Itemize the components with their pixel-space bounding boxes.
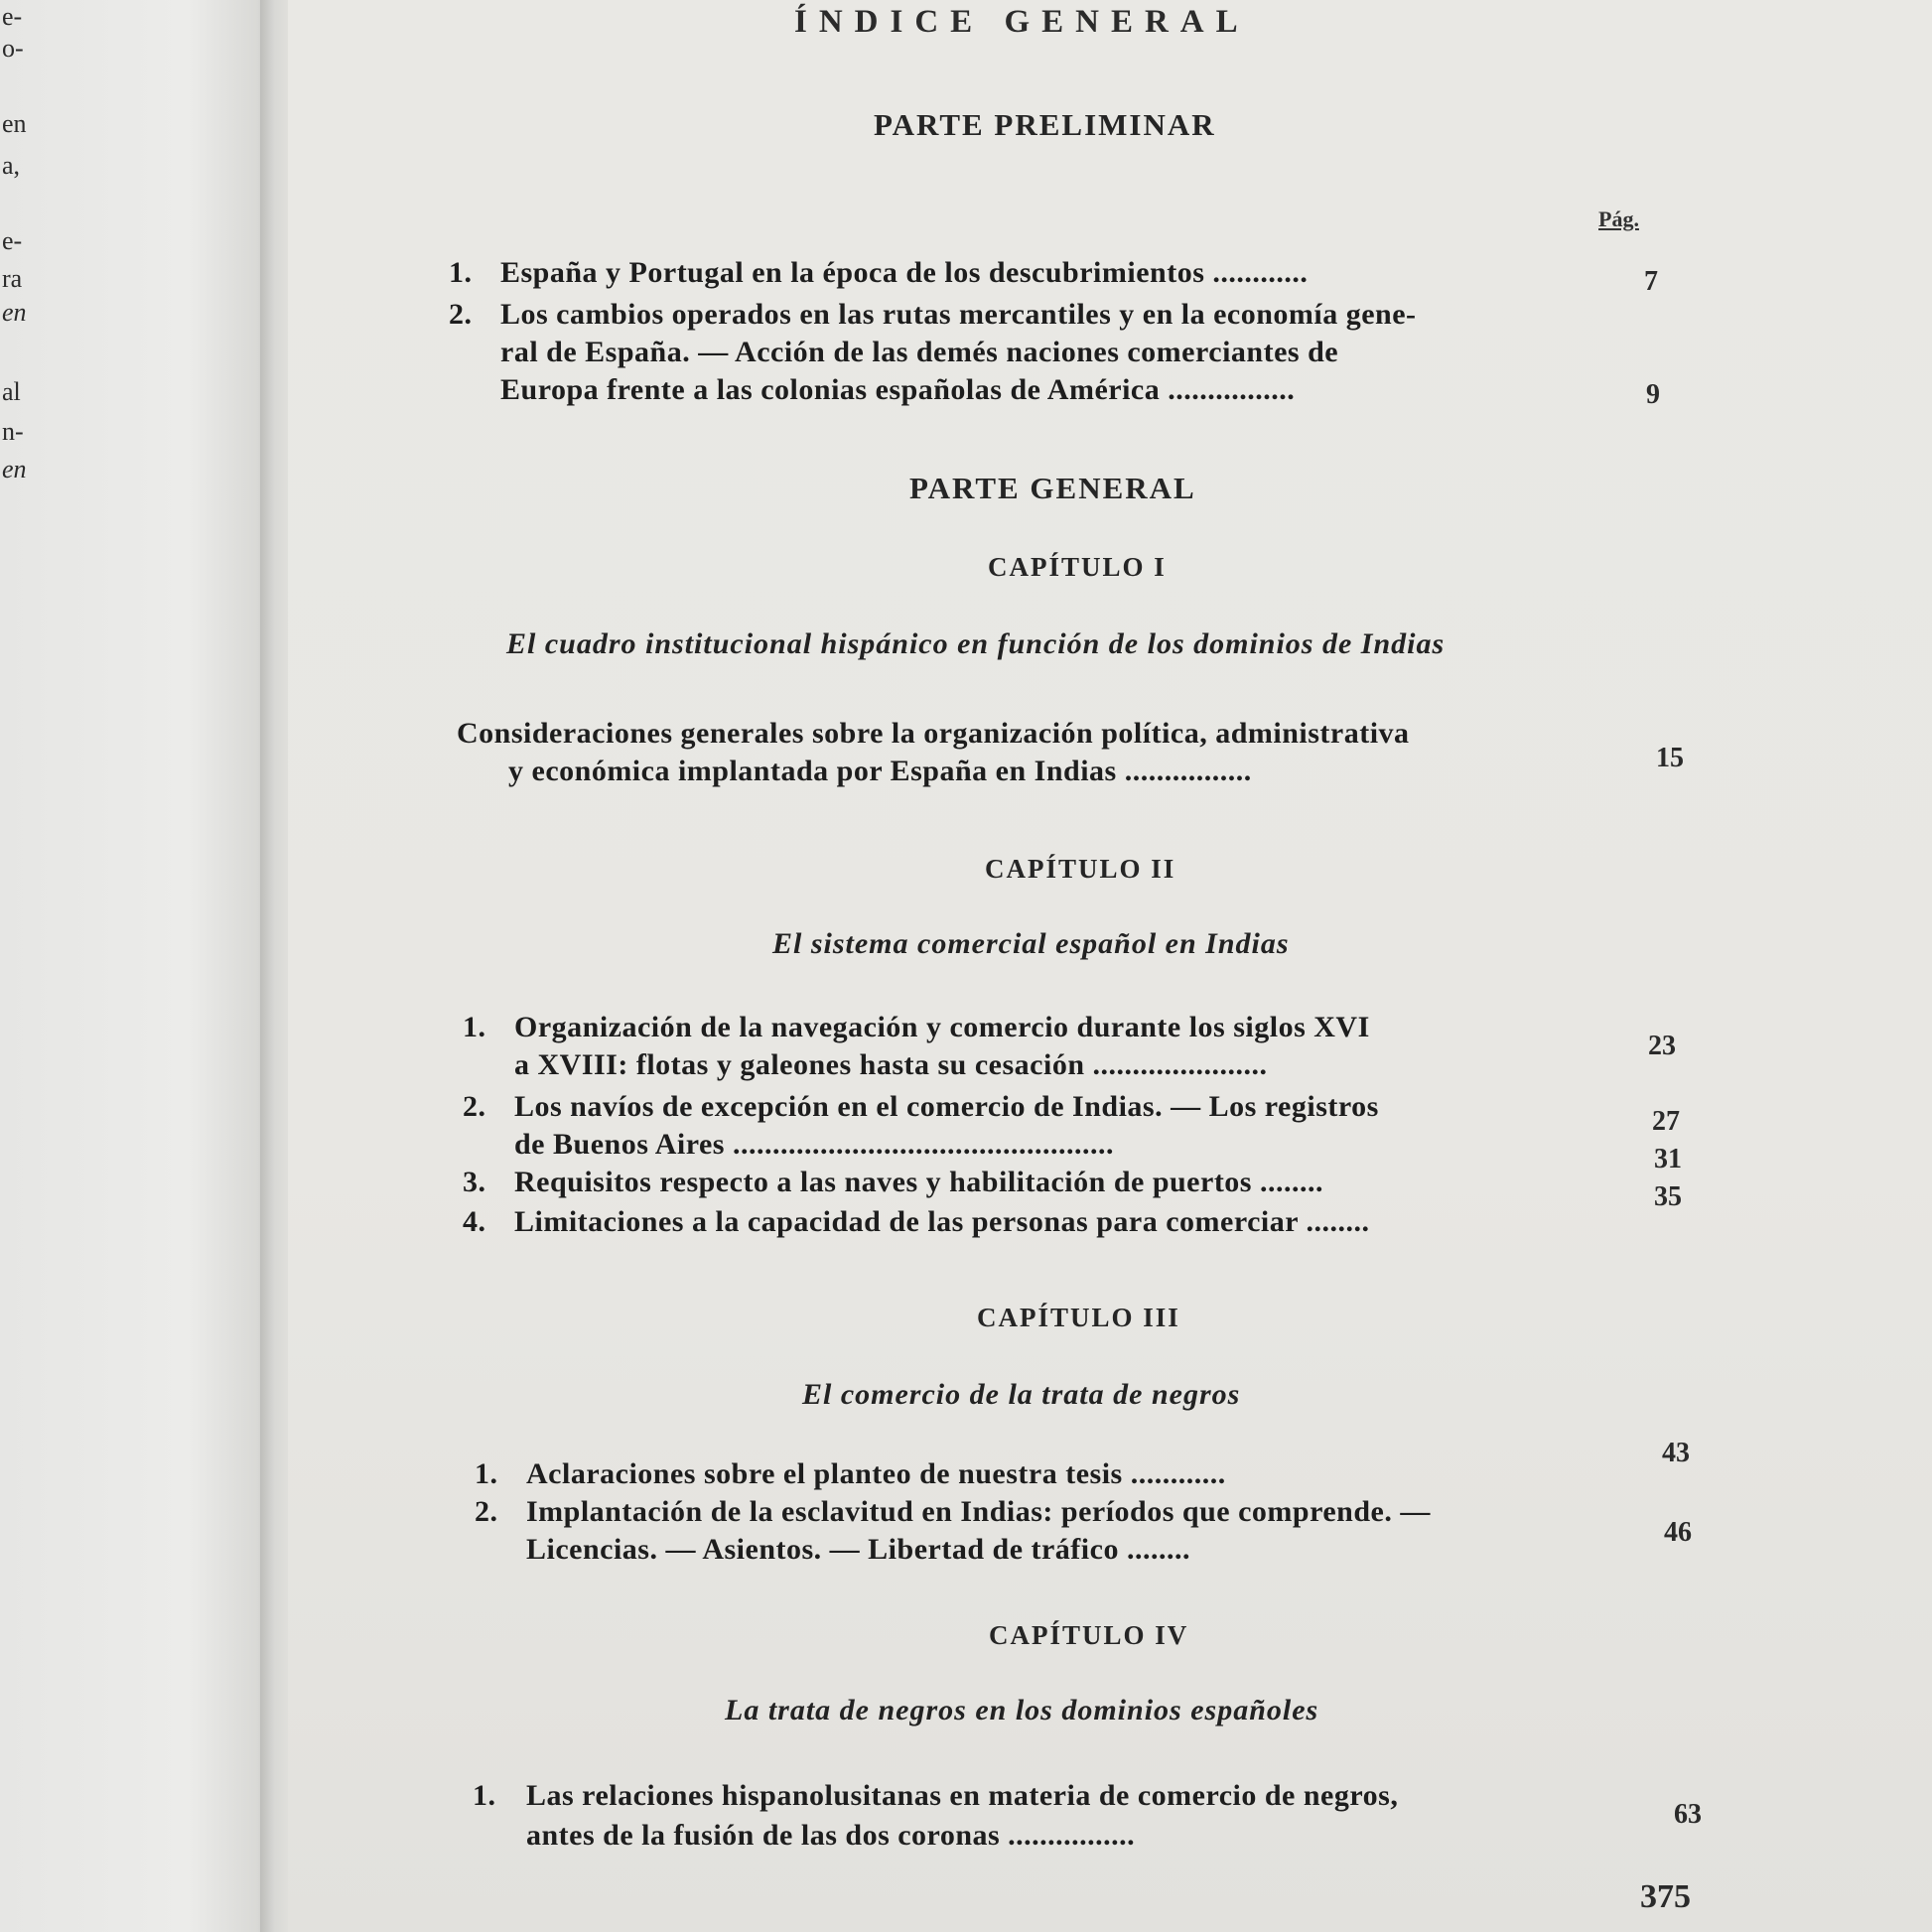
entry-text: a XVIII: flotas y galeones hasta su cesación ......................: [514, 1048, 1268, 1081]
entry-text: Limitaciones a la capacidad de las personas para comerciar ........: [514, 1205, 1370, 1238]
chapter-label: CAPÍTULO IV: [989, 1620, 1189, 1650]
entry-text: España y Portugal en la época de los descubrimientos ............: [500, 256, 1309, 289]
entry-page-number: 7: [1644, 266, 1658, 297]
page-folio: 375: [1640, 1878, 1691, 1915]
entry-page-number: 35: [1654, 1181, 1682, 1212]
section-heading-general: PARTE GENERAL: [909, 471, 1196, 505]
section-heading-preliminar: PARTE PRELIMINAR: [874, 107, 1216, 142]
toc-entry: [449, 296, 1581, 415]
entry-text: Los cambios operados en las rutas mercantiles y en la economía gene-: [500, 298, 1417, 331]
entry-text: Requisitos respecto a las naves y habilitación de puertos ........: [514, 1166, 1323, 1198]
entry-text: Los navíos de excepción en el comercio de Indias. — Los registros: [514, 1090, 1379, 1123]
toc-entry: [463, 1203, 1594, 1243]
margin-fragment: e-: [2, 2, 23, 31]
entry-number: 1.: [463, 1011, 486, 1043]
toc-entry: [463, 1088, 1594, 1168]
margin-fragment: en: [2, 455, 27, 483]
entry-number: 4.: [463, 1205, 486, 1238]
margin-fragment: al: [2, 377, 21, 406]
toc-entry: [463, 1164, 1594, 1203]
margin-fragment: e-: [2, 226, 23, 255]
margin-fragment: en: [2, 298, 27, 327]
margin-fragment: en: [2, 109, 27, 138]
entry-number: 1.: [475, 1457, 498, 1490]
entry-text: Consideraciones generales sobre la organización política, administrativa: [457, 717, 1410, 750]
entry-text: Europa frente a las colonias españolas de América ................: [500, 373, 1296, 406]
page-column-label: Pág.: [1598, 207, 1639, 231]
toc-entry: [463, 1009, 1594, 1088]
entry-number: 2.: [449, 298, 473, 331]
chapter-subtitle: El cuadro institucional hispánico en función de los dominios de Indias: [506, 627, 1446, 660]
entry-page-number: 46: [1664, 1517, 1692, 1548]
entry-text: Aclaraciones sobre el planteo de nuestra tesis ............: [526, 1457, 1226, 1490]
chapter-label: CAPÍTULO III: [977, 1303, 1180, 1332]
entry-number: 2.: [475, 1495, 498, 1528]
margin-fragment: n-: [2, 417, 24, 446]
chapter-subtitle: El sistema comercial español en Indias: [772, 927, 1290, 960]
entry-text: Licencias. — Asientos. — Libertad de tráfico ........: [526, 1533, 1190, 1566]
chapter-subtitle: El comercio de la trata de negros: [802, 1378, 1241, 1411]
margin-fragment: ra: [2, 264, 23, 293]
entry-number: 1.: [473, 1779, 496, 1812]
margin-fragment: a,: [2, 151, 21, 180]
toc-entry: [475, 1455, 1606, 1495]
chapter-label: CAPÍTULO II: [985, 854, 1176, 884]
entry-page-number: 63: [1674, 1799, 1702, 1830]
chapter-label: CAPÍTULO I: [988, 552, 1167, 582]
toc-entry: [473, 1777, 1624, 1857]
page-title: ÍNDICE GENERAL: [794, 4, 1250, 40]
entry-text: y económica implantada por España en Indias ................: [508, 755, 1252, 787]
entry-page-number: 15: [1656, 743, 1684, 773]
entry-text: antes de la fusión de las dos coronas ................: [526, 1819, 1136, 1852]
entry-page-number: 27: [1652, 1106, 1680, 1137]
entry-page-number: 31: [1654, 1144, 1682, 1174]
entry-text: Implantación de la esclavitud en Indias: períodos que comprende. —: [526, 1495, 1431, 1528]
facing-page-edge: [0, 0, 268, 1932]
entry-text: Las relaciones hispanolusitanas en materia de comercio de negros,: [526, 1779, 1399, 1812]
margin-fragment: o-: [2, 34, 24, 63]
entry-text: Organización de la navegación y comercio durante los siglos XVI: [514, 1011, 1370, 1043]
entry-text: de Buenos Aires ................................................: [514, 1128, 1114, 1161]
entry-text: ral de España. — Acción de las demés naciones comerciantes de: [500, 336, 1339, 368]
entry-number: 2.: [463, 1090, 486, 1123]
entry-page-number: 23: [1648, 1031, 1676, 1061]
entry-page-number: 9: [1646, 379, 1660, 410]
toc-entry: [457, 715, 1588, 794]
entry-number: 3.: [463, 1166, 486, 1198]
chapter-subtitle: La trata de negros en los dominios españoles: [725, 1694, 1319, 1726]
toc-entry: [475, 1493, 1606, 1573]
entry-page-number: 43: [1662, 1438, 1690, 1468]
entry-number: 1.: [449, 256, 473, 289]
toc-entry: [449, 254, 1581, 294]
